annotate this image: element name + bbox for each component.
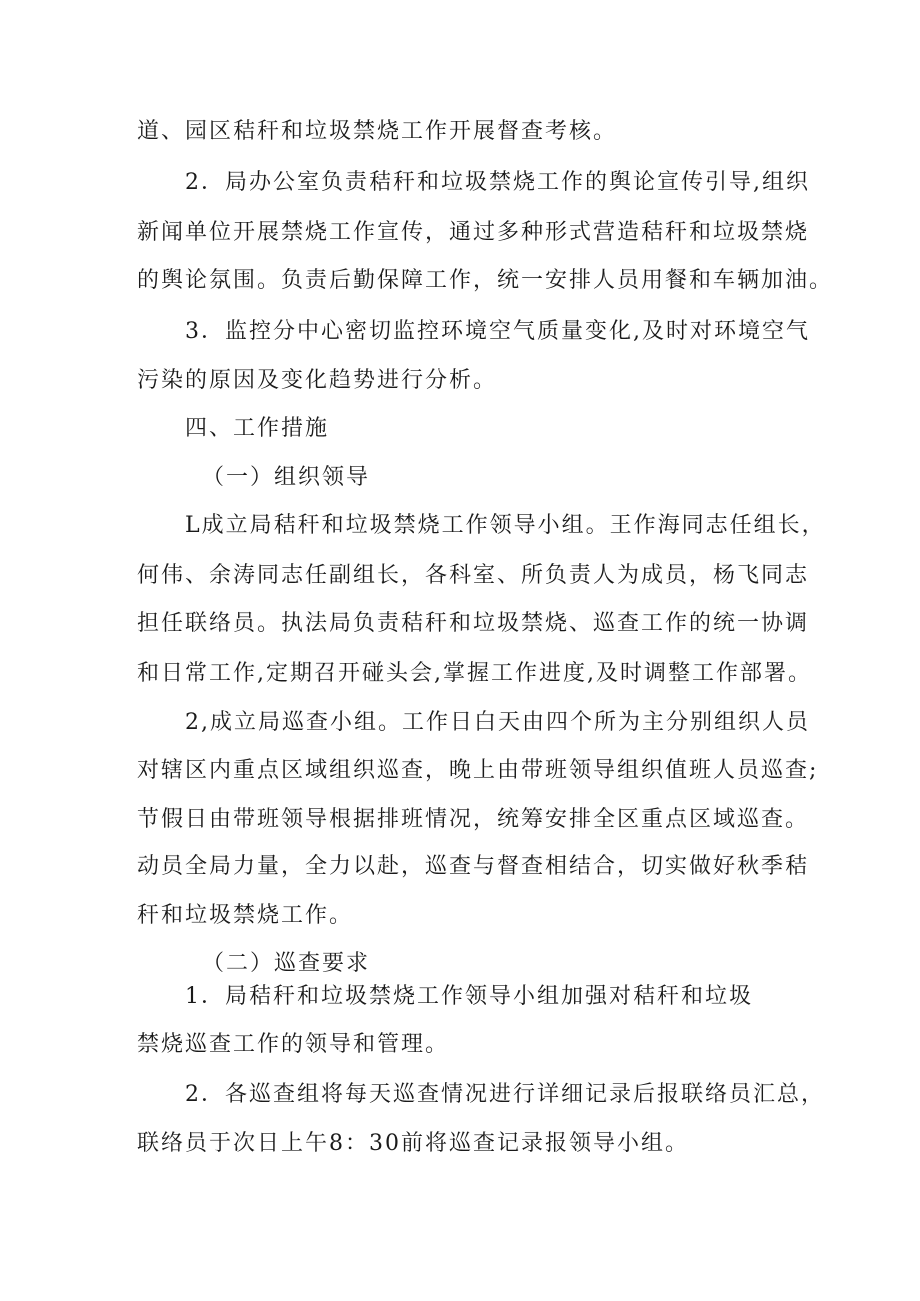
paragraph-line: 秆和垃圾禁烧工作。	[137, 903, 354, 928]
paragraph-line: 动员全局力量，全力以赴，巡查与督查相结合，切实做好秋季秸	[137, 854, 810, 879]
paragraph-line: 的舆论氛围。负责后勤保障工作，统一安排人员用餐和车辆加油。	[137, 268, 834, 293]
paragraph-line: 3．监控分中心密切监控环境空气质量变化,及时对环境空气	[185, 319, 810, 344]
paragraph-line: 禁烧巡查工作的领导和管理。	[137, 1032, 450, 1057]
paragraph-line: 联络员于次日上午8：30前将巡查记录报领导小组。	[137, 1131, 689, 1156]
paragraph-line: 担任联络员。执法局负责秸秆和垃圾禁烧、巡查工作的统一协调	[137, 611, 810, 636]
paragraph-line: 2．各巡查组将每天巡查情况进行详细记录后报联络员汇总，	[185, 1082, 825, 1107]
paragraph-line: 道、园区秸秆和垃圾禁烧工作开展督查考核。	[137, 119, 618, 144]
subsection-heading: （一）组织领导	[202, 465, 371, 490]
paragraph-line: 何伟、余涛同志任副组长，各科室、所负责人为成员，杨飞同志	[137, 563, 810, 588]
section-heading: 四、工作措施	[185, 416, 330, 441]
paragraph-line: 2．局办公室负责秸秆和垃圾禁烧工作的舆论宣传引导,组织	[185, 170, 810, 195]
paragraph-line: L成立局秸秆和垃圾禁烧工作领导小组。王作海同志任组长，	[185, 513, 826, 538]
paragraph-line: 节假日由带班领导根据排班情况，统筹安排全区重点区域巡查。	[137, 807, 810, 832]
paragraph-line: 1．局秸秆和垃圾禁烧工作领导小组加强对秸秆和垃圾	[185, 984, 753, 1009]
paragraph-line: 新闻单位开展禁烧工作宣传，通过多种形式营造秸秆和垃圾禁烧	[137, 220, 810, 245]
paragraph-line: 污染的原因及变化趋势进行分析。	[137, 368, 498, 393]
paragraph-line: 对辖区内重点区域组织巡查，晚上由带班领导组织值班人员巡查;	[137, 758, 819, 783]
paragraph-line: 2,成立局巡查小组。工作日白天由四个所为主分别组织人员	[185, 710, 810, 735]
paragraph-line: 和日常工作,定期召开碰头会,掌握工作进度,及时调整工作部署。	[137, 661, 812, 686]
subsection-heading: （二）巡查要求	[202, 951, 371, 976]
